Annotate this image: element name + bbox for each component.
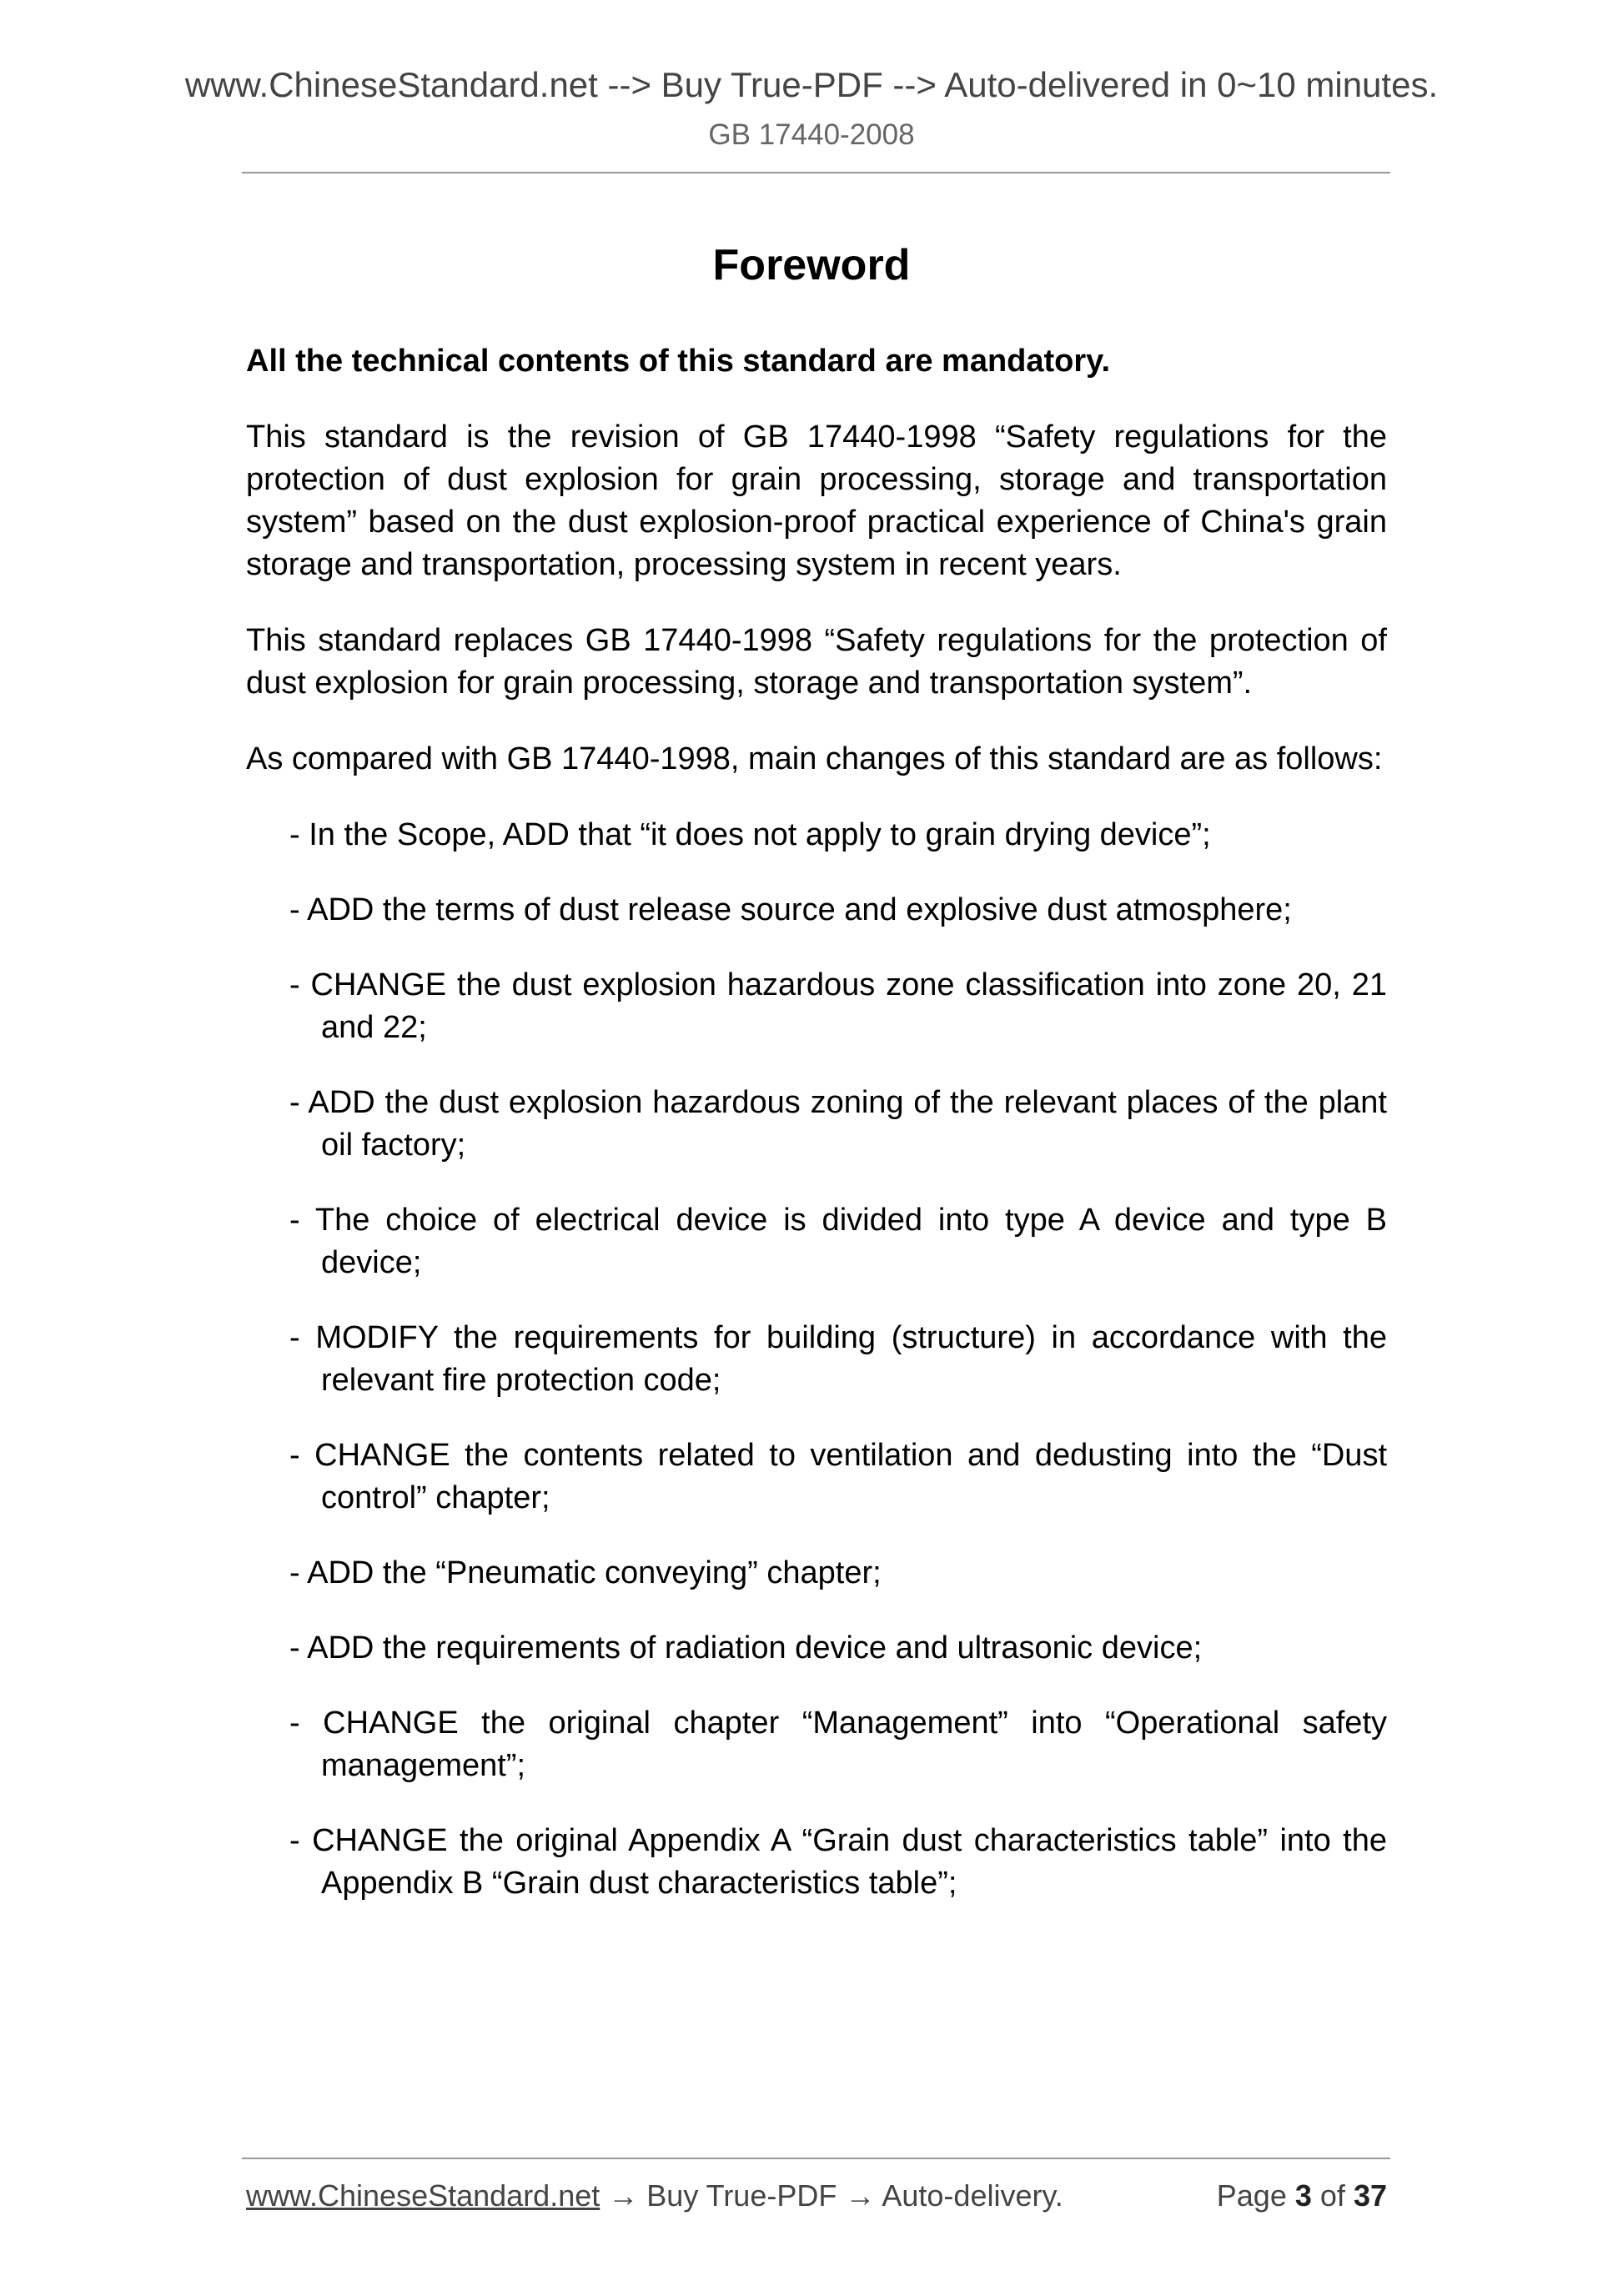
list-item: - CHANGE the original Appendix A “Grain dust characteristics table” into the Appendix B “Grain dust characteristics table”; <box>289 1823 1387 1901</box>
mandatory-statement: All the technical contents of this standard are mandatory. <box>246 344 1111 379</box>
page-of: of <box>1319 2178 1345 2213</box>
page-current: 3 <box>1294 2178 1312 2213</box>
header-standard-code: GB 17440-2008 <box>708 118 915 151</box>
page-number <box>1217 2177 1387 2215</box>
list-item: - ADD the terms of dust release source and explosive dust atmosphere; <box>289 892 1292 927</box>
list-item: - The choice of electrical device is divided into type A device and type B device; <box>289 1203 1387 1280</box>
footer-buy-text: Buy True-PDF <box>646 2178 837 2213</box>
list-item: - ADD the dust explosion hazardous zoning of the relevant places of the plant oil factory; <box>289 1085 1387 1163</box>
header-banner: www.ChineseStandard.net --> Buy True-PDF --> Auto-delivered in 0~10 minutes. <box>184 65 1439 104</box>
list-item: - ADD the requirements of radiation device and ultrasonic device; <box>289 1630 1203 1665</box>
list-item: - In the Scope, ADD that “it does not apply to grain drying device”; <box>289 817 1211 852</box>
paragraph-changes-intro: As compared with GB 17440-1998, main changes of this standard are as follows: <box>246 741 1383 776</box>
list-item: - CHANGE the dust explosion hazardous zone classification into zone 20, 21 and 22; <box>289 967 1387 1045</box>
page-title: Foreword <box>712 241 911 289</box>
list-item: - ADD the “Pneumatic conveying” chapter; <box>289 1555 882 1590</box>
list-item: - CHANGE the original chapter “Management” into “Operational safety management”; <box>289 1706 1387 1783</box>
footer-links <box>246 2177 1063 2215</box>
arrow-right-icon: → <box>845 2178 876 2213</box>
paragraph-revision: This standard is the revision of GB 17440-1998 “Safety regulations for the protection of dust explosion for grain processing, storage and transportation system” based on the dust explosion-proof practical experience of China's grain storage and transportation, processing system in recent years. <box>246 420 1387 582</box>
footer-delivery-text: Auto-delivery. <box>882 2178 1063 2213</box>
page-total: 37 <box>1353 2178 1387 2213</box>
foreword-body <box>246 340 1387 1937</box>
header-divider <box>242 172 1390 173</box>
page-label: Page <box>1216 2178 1287 2213</box>
footer-divider <box>242 2158 1390 2159</box>
list-item: - MODIFY the requirements for building (structure) in accordance with the relevant fire protection code; <box>289 1320 1387 1398</box>
footer-site-link[interactable]: www.ChineseStandard.net <box>246 2178 600 2213</box>
arrow-right-icon: → <box>608 2178 639 2213</box>
list-item: - CHANGE the contents related to ventilation and dedusting into the “Dust control” chapter; <box>289 1438 1387 1515</box>
paragraph-replaces: This standard replaces GB 17440-1998 “Safety regulations for the protection of dust explosion for grain processing, storage and transportation system”. <box>246 623 1387 701</box>
changes-list <box>246 814 1387 1905</box>
